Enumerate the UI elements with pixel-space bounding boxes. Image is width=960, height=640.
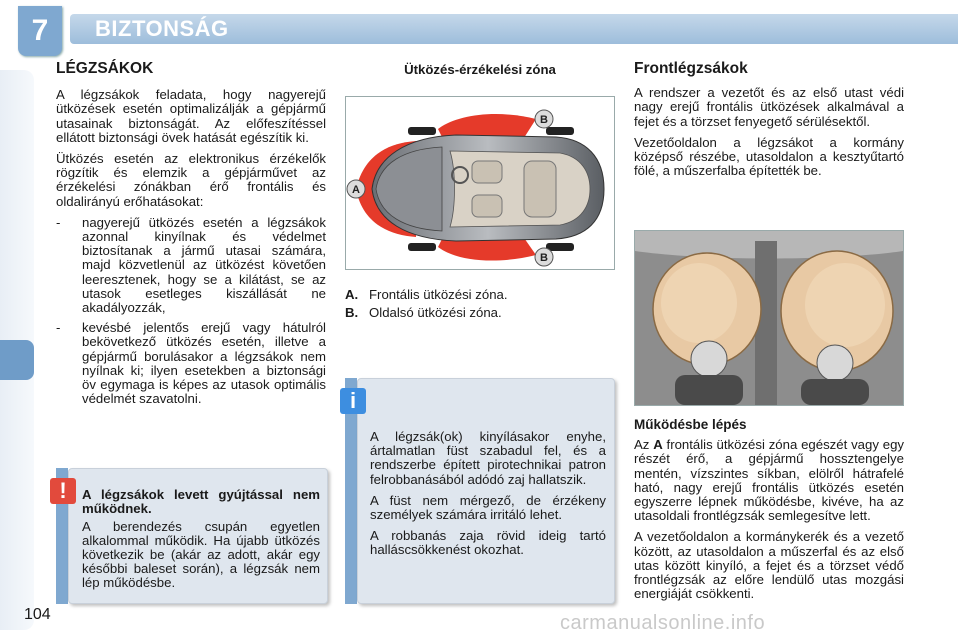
info-content: [370, 430, 606, 565]
intro-paragraph: A légzsákok feladata, hogy nagyerejű ütközések esetén optimalizálják a gépjármű utasainak biztonságát. Az előfeszítéssel ellátott biztonsági övek hatását egészítik ki.: [56, 87, 326, 145]
frontal-paragraph-2: Vezetőoldalon a légzsákot a kormány középső részébe, utasoldalon a kesztyűtartó fölé, a műszerfalba építették be.: [634, 134, 904, 179]
warning-content: [82, 488, 320, 597]
info-paragraph-2: A füst nem mérgező, de érzékeny személyek számára irritáló lehet.: [370, 492, 606, 523]
legend-item: [345, 288, 615, 302]
list-item-text: kevésbé jelentős erejű vagy hátulról bekövetkező ütközés esetén, illetve a gépjármű borulásakor a légzsákok nem nyílnak ki; ilyen esetekben a biztonsági öv egymaga is képes az utasok optimális védelmét szavatolni.: [82, 320, 326, 407]
sensor-paragraph: Ütközés esetén az elektronikus érzékelők rögzítik és elemzik a gépjárművet az érzékelési zónákban érő frontális és oldalirányú erőhatásokat:: [56, 151, 326, 209]
zone-label-b-bottom: B: [540, 252, 548, 264]
zone-legend: [345, 288, 615, 320]
zone-heading: Ütközés-érzékelési zóna: [404, 62, 556, 77]
airbag-figure: [634, 230, 904, 406]
legend-text: Oldalsó ütközési zóna.: [369, 305, 502, 321]
legend-item: [345, 306, 615, 320]
info-paragraph-1: A légzsák(ok) kinyílásakor enyhe, ártalmatlan füst szabadul fel, és a rendszerbe épített pirotechnikai patron felrobbanásából adódó zaj hallatszik.: [370, 429, 606, 487]
frontal-paragraph-1: A rendszer a vezetőt és az első utast védi nagy erejű frontális ütközések alkalmával a fejet és a törzset fenyegető sérülésektől.: [634, 85, 904, 129]
list-dash: -: [56, 214, 61, 230]
page-title: BIZTONSÁG: [95, 16, 229, 41]
chapter-strip-active-marker: [0, 340, 34, 380]
warning-icon: !: [50, 478, 76, 504]
legend-key: A.: [345, 287, 359, 302]
activation-text-pre: Az: [634, 437, 654, 453]
right-column-top: [634, 62, 904, 185]
warning-title: A légzsákok levett gyújtással nem működnek.: [82, 487, 320, 516]
list-item: [56, 321, 326, 406]
legend-key: B.: [345, 305, 359, 321]
car-top-view-illustration: [346, 97, 614, 269]
list-dash: -: [56, 320, 61, 336]
legend-text: Frontális ütközési zóna.: [369, 287, 508, 302]
car-zone-figure: [345, 96, 615, 270]
zone-label-a: A: [352, 184, 360, 196]
list-item: [56, 216, 326, 315]
left-column: [56, 62, 326, 412]
section-heading-mukodesbe-lepes: Működésbe lépés: [634, 417, 747, 432]
activation-zone-key: A: [653, 437, 663, 453]
info-paragraph-3: A robbanás zaja rövid ideig tartó halláscsökkenést okozhat.: [370, 528, 606, 558]
deployment-paragraph: A vezetőoldalon a kormánykerék és a vezető között, az utasoldalon a műszerfal és az első utas között kinyíló, a fejet és a törzset védő frontlégzsák az előre lendülő utas mozgási energiáját csökkenti.: [634, 529, 904, 602]
page-number: 104: [24, 606, 51, 623]
watermark: carmanualsonline.info: [560, 612, 766, 634]
activation-text-post: frontális ütközési zóna egészét vagy egy részét érő, a gépjármű hossztengelye mentén, vízszintes síkban, elölről hátrafelé ható, nagy erejű frontális ütközés esetén egyszerre lépnek működésbe, kivéve, ha az utasoldali frontlégzsák semlegesítve lett.: [634, 437, 904, 524]
deployed-airbags-illustration: [635, 231, 903, 405]
section-heading-frontlegzsakok: Frontlégzsákok: [634, 60, 748, 77]
zone-label-b-top: B: [540, 114, 548, 126]
section-heading-legzsakok: LÉGZSÁKOK: [56, 60, 154, 77]
list-item-text: nagyerejű ütközés esetén a légzsákok azonnal kinyílnak és védelmet biztosítanak a jármű utasai számára, majd közvetlenül az ütközést követően leeresztenek, hogy se a kilátást, se az utasok esetleges kiszállását ne akadályozzák,: [82, 214, 326, 316]
chapter-number-tab: 7: [18, 6, 62, 56]
info-icon: i: [340, 388, 366, 414]
right-column-bottom: [634, 418, 904, 608]
activation-paragraph: [634, 438, 904, 523]
warning-text: A berendezés csupán egyetlen alkalommal működik. Ha újabb ütközés következik be (akár az adott, akár egy későbbi baleset során), a légzsák nem lép működésbe.: [82, 519, 320, 590]
